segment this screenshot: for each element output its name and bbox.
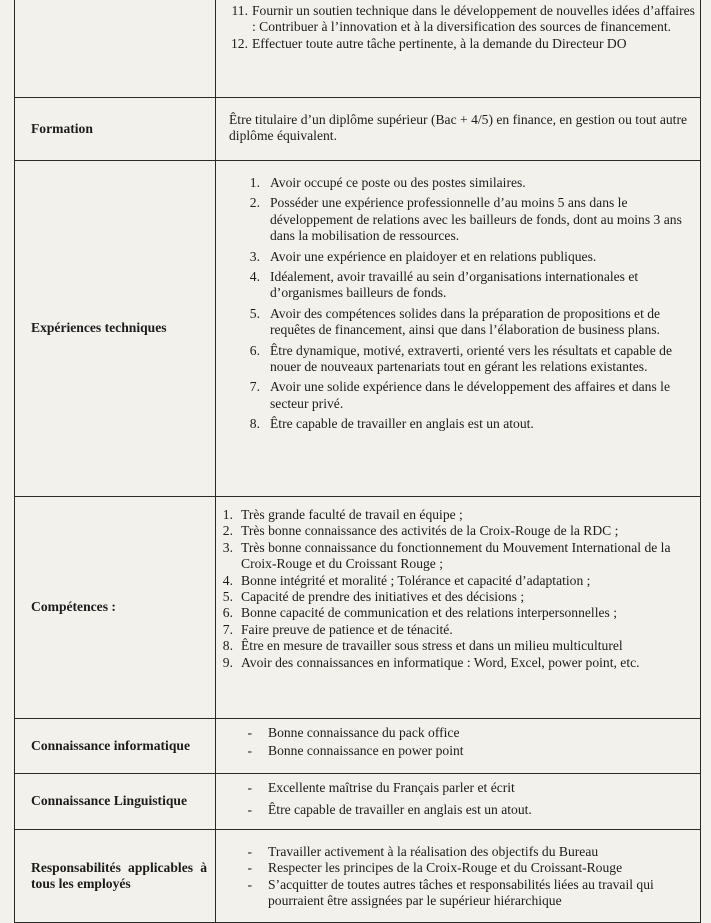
- experiences-list: [216, 175, 700, 433]
- list-item: 8. Être en mesure de travailler sous stress et dans un milieu multiculturel: [222, 638, 623, 654]
- row-label-experiences: Expériences techniques: [15, 161, 216, 497]
- table-row-linguistique: [15, 774, 701, 830]
- linguistique-list: [216, 780, 700, 819]
- list-item: 4. Idéalement, avoir travaillé au sein d’organisations internationales et d’organismes bailleurs de fonds.: [249, 269, 639, 301]
- list-item: - Excellente maîtrise du Français parler et écrit: [247, 780, 515, 795]
- responsabilites-list-cell: [216, 830, 701, 923]
- list-item: 6. Bonne capacité de communication et des relations interpersonnelles ;: [222, 605, 617, 621]
- list-item: 3. Avoir une expérience en plaidoyer et en relations publiques.: [249, 248, 597, 264]
- list-item: 1. Avoir occupé ce poste ou des postes similaires.: [249, 175, 526, 190]
- list-item: 1. Très grande faculté de travail en équipe ;: [222, 507, 463, 522]
- formation-text: Être titulaire d’un diplôme supérieur (Bac + 4/5) en finance, en gestion ou tout autre diplôme équivalent.: [216, 98, 701, 161]
- competences-list-cell: [216, 497, 701, 719]
- list-item: - Être capable de travailler en anglais est un atout.: [247, 802, 532, 818]
- competences-list: [216, 507, 700, 671]
- duties-list-cell: [216, 0, 701, 98]
- table-row-formation: [15, 98, 701, 161]
- list-item: 7. Avoir une solide expérience dans le développement des affaires et dans le secteur privé.: [249, 379, 670, 411]
- informatique-list-cell: [216, 719, 701, 774]
- list-item: 7. Faire preuve de patience et de ténacité.: [222, 621, 453, 637]
- row-label-linguistique: Connaissance Linguistique: [15, 774, 216, 830]
- list-item: 3. Très bonne connaissance du fonctionnement du Mouvement International de la Croix-Rouge et du Croissant Rouge ;: [222, 539, 671, 572]
- list-item: 2. Posséder une expérience professionnelle d’au moins 5 ans dans le développement de relations avec les bailleurs de fonds, dont au moins 3 ans dans la mobilisation de ressources.: [249, 195, 682, 244]
- linguistique-list-cell: [216, 774, 701, 830]
- responsabilites-list: [216, 844, 700, 910]
- duties-list: [216, 3, 700, 52]
- row-label-empty: [15, 0, 216, 98]
- row-label-formation: Formation: [15, 98, 216, 161]
- list-item: 2. Très bonne connaissance des activités de la Croix-Rouge de la RDC ;: [222, 523, 619, 539]
- list-item: - Respecter les principes de la Croix-Rouge et du Croissant-Rouge: [247, 860, 623, 876]
- list-item: 6. Être dynamique, motivé, extraverti, orienté vers les résultats et capable de nouer de nouveaux partenariats tout en gérant les relations existantes.: [249, 342, 672, 375]
- row-label-responsabilites: Responsabilités applicables à tous les employés: [15, 830, 216, 923]
- list-item: 5. Avoir des compétences solides dans la préparation de propositions et de requêtes de financement, ainsi que dans l’élaboration de business plans.: [249, 305, 661, 338]
- table-row-experiences: [15, 161, 701, 497]
- job-description-table: [14, 0, 701, 923]
- list-item: 11. Fournir un soutien technique dans le développement de nouvelles idées d’affaires : Contribuer à l’innovation et à la diversification des sources de financement.: [231, 3, 695, 35]
- list-item: 4. Bonne intégrité et moralité ; Tolérance et capacité d’adaptation ;: [222, 572, 591, 588]
- list-item: - Bonne connaissance du pack office: [247, 725, 460, 740]
- row-label-competences: Compétences :: [15, 497, 216, 719]
- table-row-competences: [15, 497, 701, 719]
- list-item: - S’acquitter de toutes autres tâches et responsabilités liées au travail qui pourraient être assignées par le supérieur hiérarchique: [247, 876, 654, 909]
- list-item: 9. Avoir des connaissances en informatique : Word, Excel, power point, etc.: [222, 654, 640, 670]
- list-item: - Travailler activement à la réalisation des objectifs du Bureau: [247, 844, 599, 859]
- experiences-list-cell: [216, 161, 701, 497]
- informatique-list: [216, 725, 700, 760]
- list-item: 5. Capacité de prendre des initiatives et des décisions ;: [222, 589, 525, 605]
- table-row-responsabilites: [15, 830, 701, 923]
- list-item: 8. Être capable de travailler en anglais est un atout.: [249, 416, 534, 432]
- list-item: 12. Effectuer toute autre tâche pertinente, à la demande du Directeur DO: [231, 35, 627, 51]
- row-label-informatique: Connaissance informatique: [15, 719, 216, 774]
- list-item: - Bonne connaissance en power point: [247, 743, 464, 759]
- table-row-informatique: [15, 719, 701, 774]
- table-row-duties-continued: [15, 0, 701, 98]
